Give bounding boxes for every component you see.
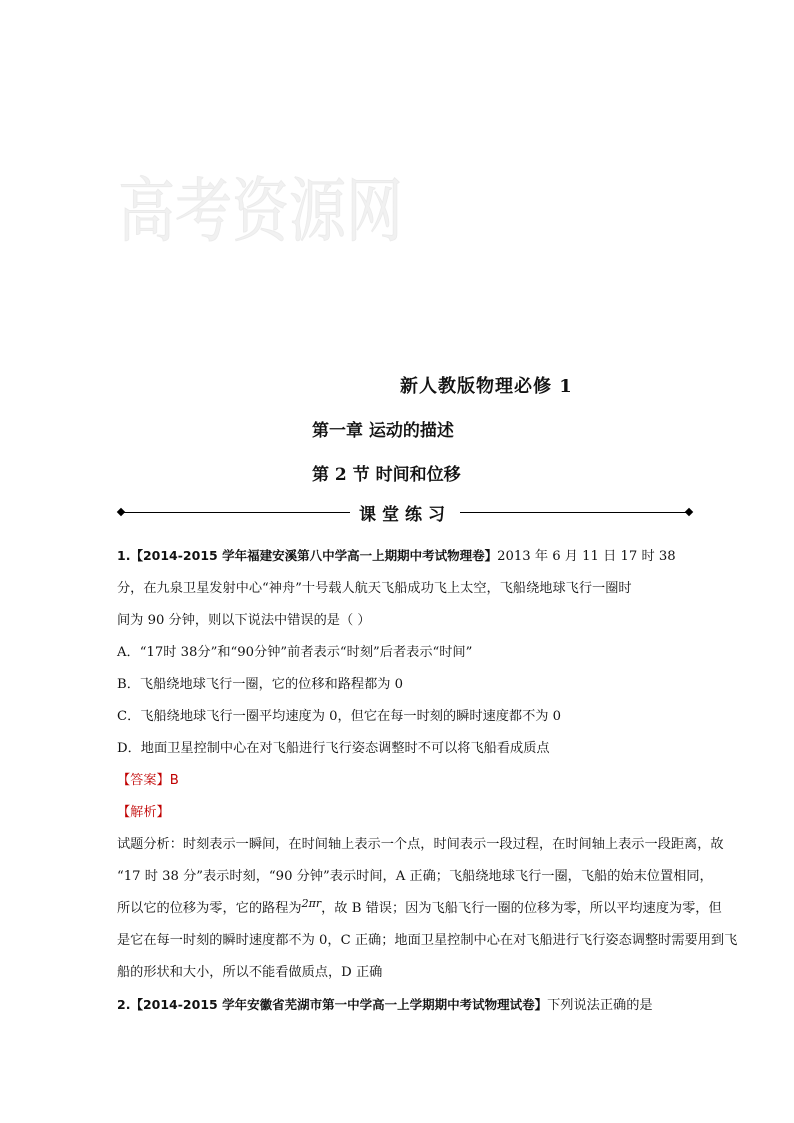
question-1-stem-line-1: [117, 540, 677, 573]
analysis-label: 【解析】: [117, 805, 170, 820]
analysis-line-3-part-2: ，故 B 错误；因为飞船飞行一圈的位移为零，所以平均速度为零，但: [321, 901, 722, 916]
analysis-line-3: [117, 893, 722, 925]
divider-line-right: [460, 512, 686, 513]
watermark-text: 高考资源网: [118, 170, 403, 252]
question-1-answer: [117, 765, 677, 797]
question-1-stem-line-3: 间为 90 分钟，则以下说法中错误的是（ ）: [117, 613, 371, 628]
question-2-stem-line-1: [117, 989, 677, 1022]
question-1-source: 【2014-2015 学年福建安溪第八中学高一上期期中考试物理卷】: [130, 548, 498, 563]
answer-value: B: [169, 773, 179, 788]
diamond-right-icon: [685, 508, 693, 516]
exercise-content: [117, 540, 738, 1022]
question-1-option-b: B．飞船绕地球飞行一圈，它的位移和路程都为 0: [117, 677, 404, 692]
divider-line-left: [124, 512, 350, 513]
book-title: 新人教版物理必修 1: [400, 376, 573, 397]
section-divider: [118, 500, 692, 524]
chapter-title: 第一章 运动的描述: [312, 421, 454, 441]
question-1-option-a: A．“17时 38分”和“90分钟”前者表示“时刻”后者表示“时间”: [117, 645, 473, 660]
section-title: 第 2 节 时间和位移: [312, 465, 461, 485]
question-2-stem-part-1: 下列说法正确的是: [547, 998, 653, 1013]
question-1-number: 1.: [117, 548, 131, 563]
question-1-option-c: C．飞船绕地球飞行一圈平均速度为 0，但它在每一时刻的瞬时速度都不为 0: [117, 709, 562, 724]
analysis-line-1: 试题分析：时刻表示一瞬间，在时间轴上表示一个点，时间表示一段过程，在时间轴上表示一段距离，故: [117, 837, 724, 852]
divider-label: 课堂练习: [359, 505, 451, 525]
analysis-line-5: 船的形状和大小，所以不能看做质点，D 正确: [117, 965, 383, 980]
path-length-formula: 2πr: [301, 897, 322, 910]
watermark-logo: [118, 150, 408, 250]
question-1-stem-part-1: 2013 年 6 月 11 日 17 时 38: [497, 549, 676, 564]
analysis-line-3-part-1: 所以它的位移为零，它的路程为: [117, 901, 302, 916]
question-1-analysis-heading: [117, 797, 677, 829]
question-2-source: 【2014-2015 学年安徽省芜湖市第一中学高一上学期期中考试物理试卷】: [130, 997, 548, 1012]
analysis-line-4: 是它在每一时刻的瞬时速度都不为 0，C 正确；地面卫星控制中心在对飞船进行飞行姿态调整时需要用到飞: [117, 933, 738, 948]
answer-label: 【答案】: [117, 773, 170, 788]
question-2-number: 2.: [117, 997, 131, 1012]
question-1-stem-line-2: 分，在九泉卫星发射中心“神舟”十号载人航天飞船成功飞上太空，飞船绕地球飞行一圈时: [117, 581, 632, 596]
analysis-line-2: “17 时 38 分”表示时刻，“90 分钟”表示时间，A 正确；飞船绕地球飞行一圈，飞船的始末位置相同，: [117, 869, 713, 884]
question-1-option-d: D．地面卫星控制中心在对飞船进行飞行姿态调整时不可以将飞船看成质点: [117, 741, 550, 756]
